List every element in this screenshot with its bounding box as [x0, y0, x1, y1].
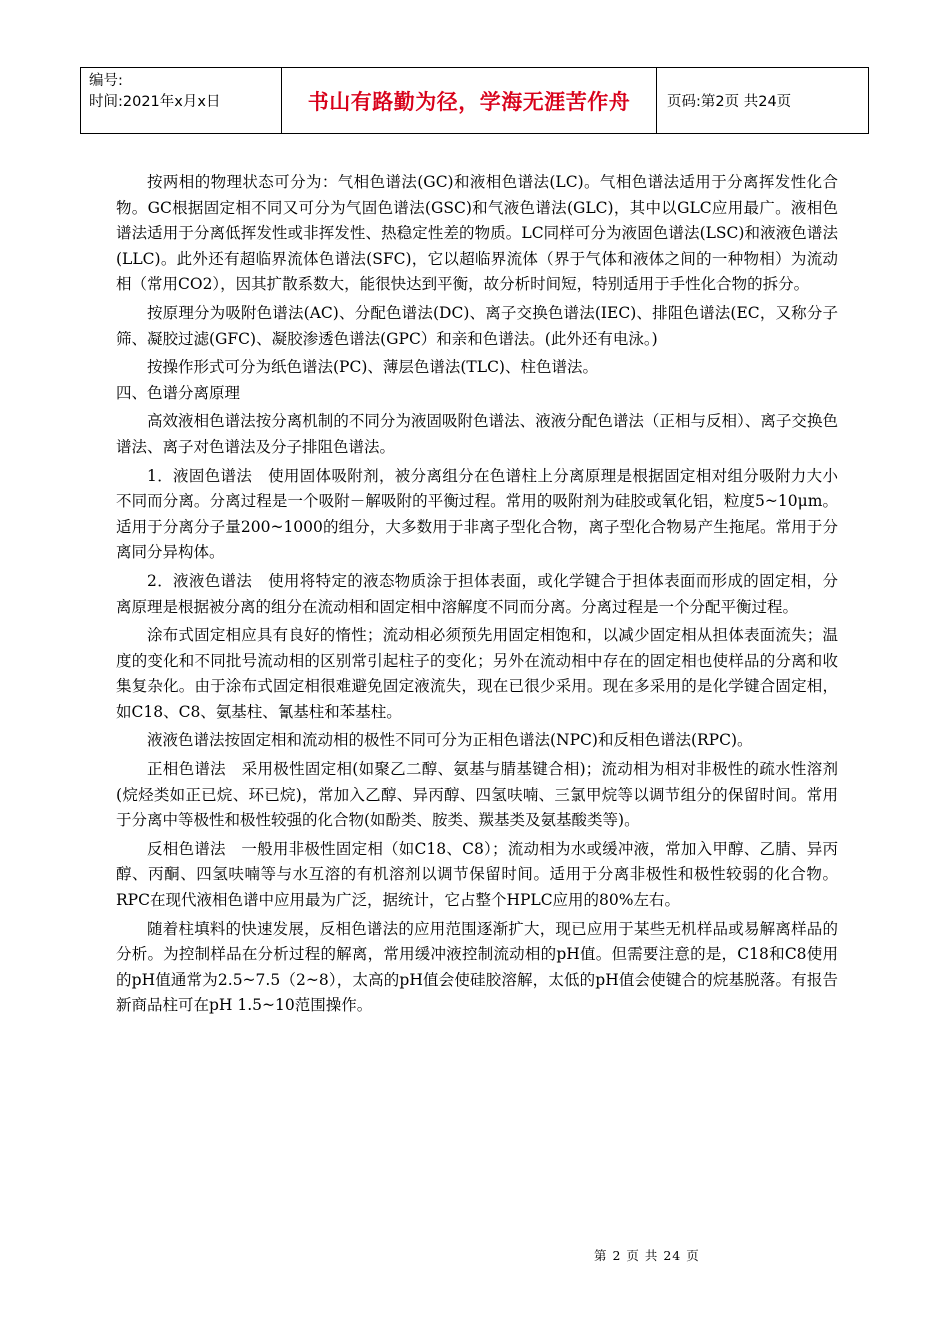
page-header — [80, 67, 869, 134]
paragraph-normal-phase: 正相色谱法 采用极性固定相(如聚乙二醇、氨基与腈基键合相)；流动相为相对非极性的疏水性溶剂(烷烃类如正已烷、环已烷)，常加入乙醇、异丙醇、四氢呋喃、三氯甲烷等以调节组分的保留时间。常用于分离中等极性和极性较强的化合物(如酚类、胺类、羰基类及氨基酸类等)。 — [116, 760, 838, 830]
page-footer: 第 2 页 共 24 页 — [594, 1248, 700, 1263]
paragraph-reversed-phase: 反相色谱法 一般用非极性固定相（如C18、C8）；流动相为水或缓冲液，常加入甲醇、乙腈、异丙醇、丙酮、四氢呋喃等与水互溶的有机溶剂以调节保留时间。适用于分离非极性和极性较弱的化合物。RPC在现代液相色谱中应用最为广泛，据统计，它占整个HPLC应用的80%左右。 — [116, 839, 838, 910]
paragraph-principle-classification: 按原理分为吸附色谱法(AC)、分配色谱法(DC)、离子交换色谱法(IEC)、排阻色谱法(EC，又称分子筛、凝胶过滤(GFC)、凝胶渗透色谱法(GPC）和亲和色谱法。(此外还有电泳。) — [116, 303, 838, 348]
paragraph-column-development: 随着柱填料的快速发展，反相色谱法的应用范围逐渐扩大，现已应用于某些无机样品或易解离样品的分析。为控制样品在分析过程的解离，常用缓冲液控制流动相的pH值。但需要注意的是，C18和C8使用的pH值通常为2.5~7.5（2~8），太高的pH值会使硅胶溶解，太低的pH值会使键合的烷基脱落。有报告新商品柱可在pH 1.5~10范围操作。 — [116, 919, 838, 1015]
header-meta — [81, 68, 282, 133]
header-motto: 书山有路勤为径，学海无涯苦作舟 — [282, 68, 657, 133]
document-date: 时间:2021年x月x日 — [89, 94, 221, 110]
paragraph-operation-classification: 按操作形式可分为纸色谱法(PC)、薄层色谱法(TLC)、柱色谱法。 — [147, 358, 598, 377]
paragraph-phase-classification: 按两相的物理状态可分为：气相色谱法(GC)和液相色谱法(LC)。气相色谱法适用于分离挥发性化合物。GC根据固定相不同又可分为气固色谱法(GSC)和气液色谱法(GLC)，其中以GLC应用最广。液相色谱法适用于分离低挥发性或非挥发性、热稳定性差的物质。LC同样可分为液固色谱法(LSC)和液液色谱法(LLC)。此外还有超临界流体色谱法(SFC)，它以超临界流体（界于气体和液体之间的一种物相）为流动相（常用CO2），因其扩散系数大，能很快达到平衡，故分析时间短，特别适用于手性化合物的拆分。 — [116, 173, 838, 294]
paragraph-npc-rpc: 液液色谱法按固定相和流动相的极性不同可分为正相色谱法(NPC)和反相色谱法(RPC)。 — [147, 731, 753, 750]
document-number-label: 编号: — [89, 73, 123, 89]
paragraph-coated-phase: 涂布式固定相应具有良好的惰性；流动相必须预先用固定相饱和，以减少固定相从担体表面流失；温度的变化和不同批号流动相的区别常引起柱子的变化；另外在流动相中存在的固定相也使样品的分离和收集复杂化。由于涂布式固定相很难避免固定液流失，现在已很少采用。现在多采用的是化学键合固定相，如C18、C8、氨基柱、氰基柱和苯基柱。 — [116, 626, 838, 721]
section-heading: 四、色谱分离原理 — [116, 383, 241, 402]
document-body — [116, 170, 838, 1019]
paragraph-liquid-liquid: 2．液液色谱法 使用将特定的液态物质涂于担体表面，或化学键合于担体表面而形成的固定相，分离原理是根据被分离的组分在流动相和固定相中溶解度不同而分离。分离过程是一个分配平衡过程。 — [116, 571, 838, 616]
paragraph-liquid-solid: 1．液固色谱法 使用固体吸附剂，被分离组分在色谱柱上分离原理是根据固定相对组分吸附力大小不同而分离。分离过程是一个吸附－解吸附的平衡过程。常用的吸附剂为硅胶或氧化铝，粒度5~10μm。适用于分离分子量200~1000的组分，大多数用于非离子型化合物，离子型化合物易产生拖尾。常用于分离同分异构体。 — [116, 466, 838, 562]
header-page-info: 页码:第2页 共24页 — [667, 94, 792, 110]
paragraph-hplc-mechanisms: 高效液相色谱法按分离机制的不同分为液固吸附色谱法、液液分配色谱法（正相与反相）、离子交换色谱法、离子对色谱法及分子排阻色谱法。 — [116, 412, 838, 456]
